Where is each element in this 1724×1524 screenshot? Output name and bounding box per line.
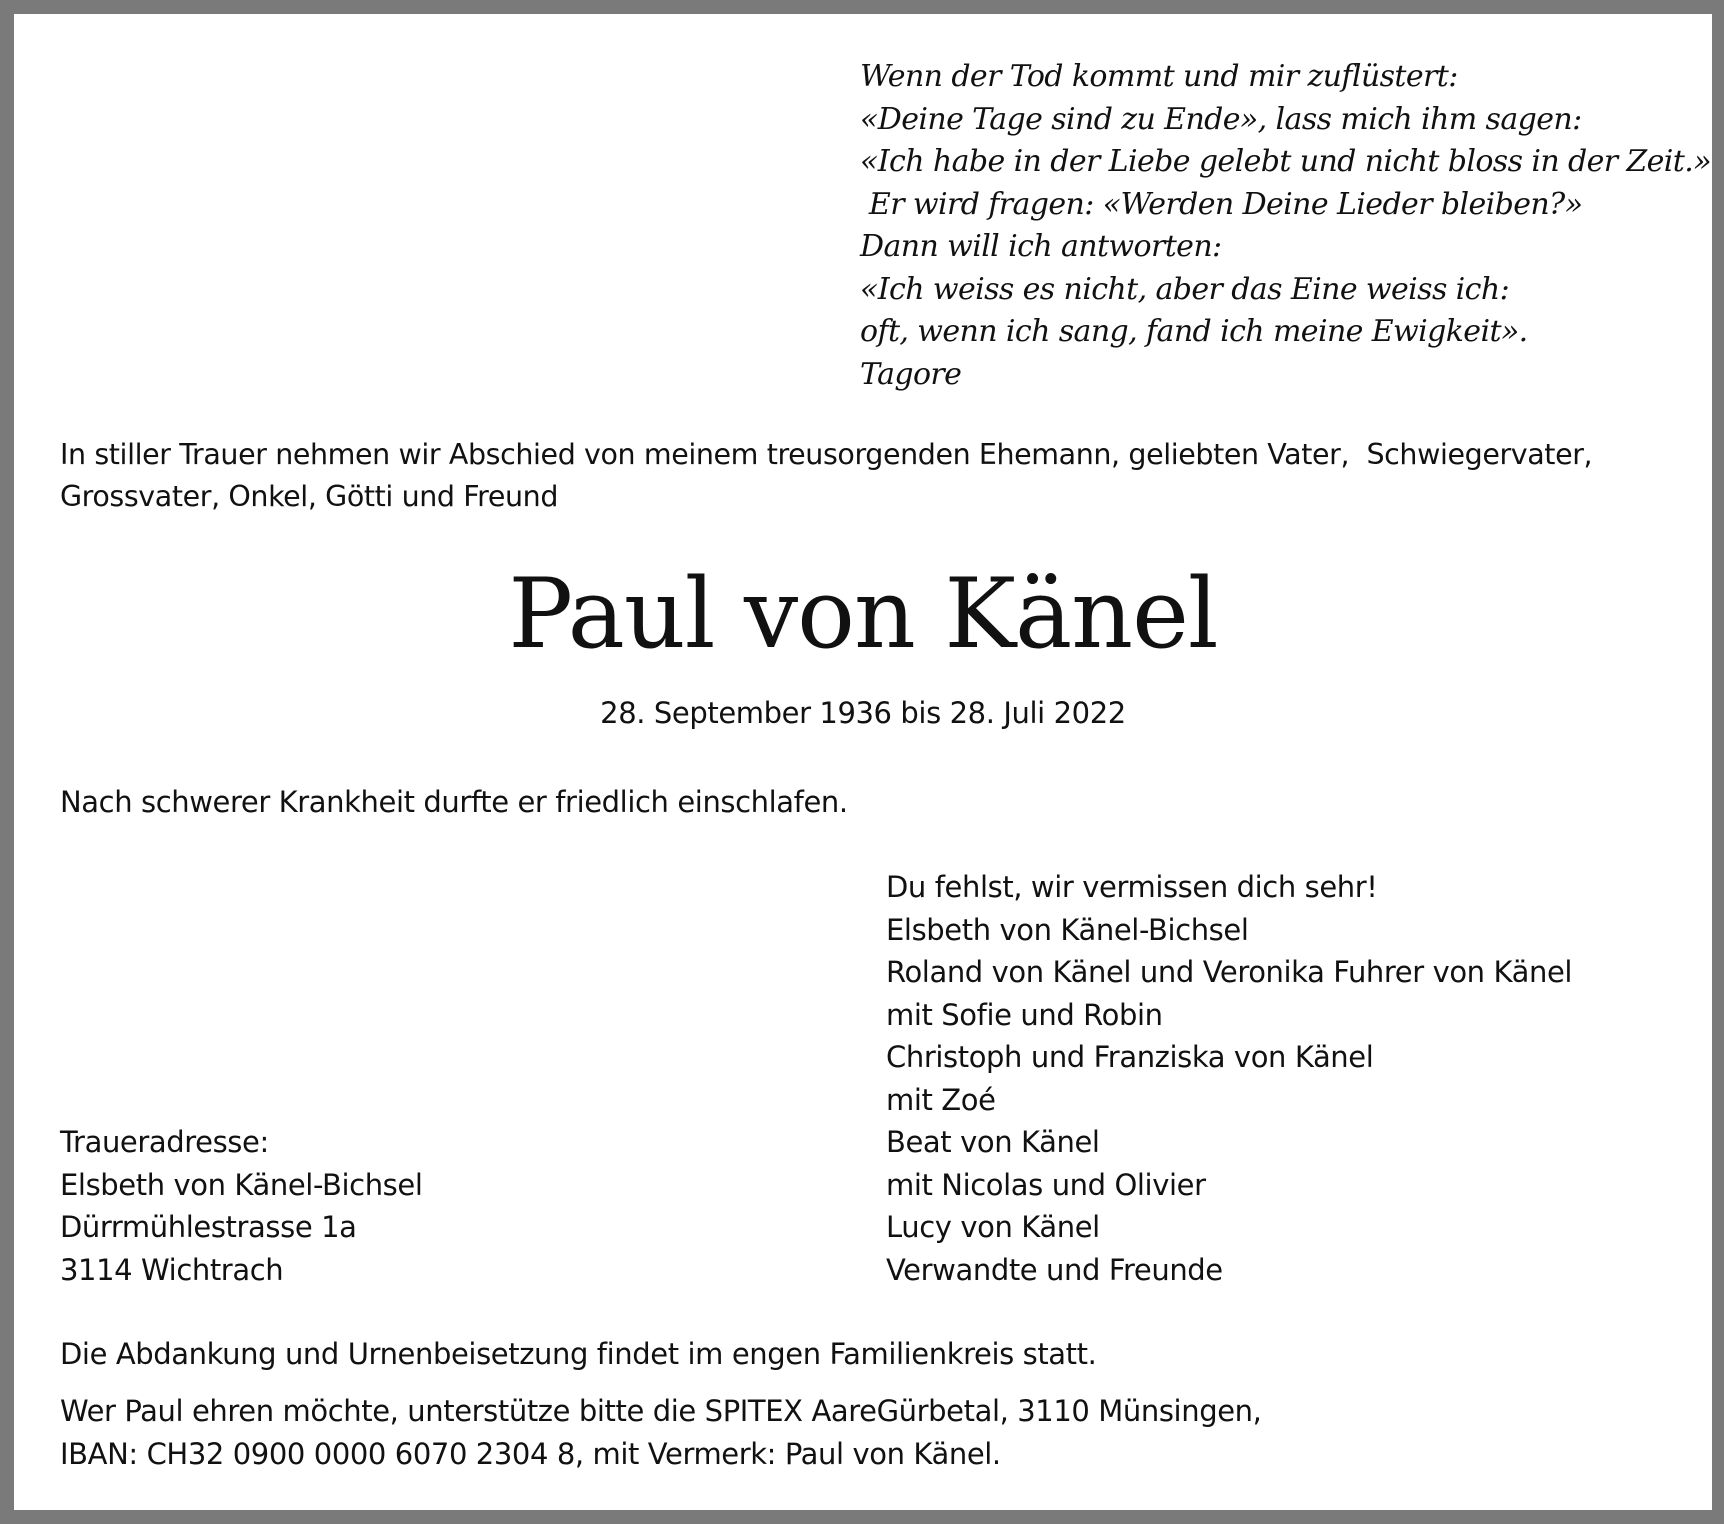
poem-line: Dann will ich antworten: [860, 229, 1222, 264]
mourners-line: Roland von Känel und Veronika Fuhrer von Känel [886, 955, 1573, 989]
donation-text [60, 1390, 1261, 1476]
mourners-line: mit Zoé [886, 1082, 996, 1117]
mourners-line: Elsbeth von Känel-Bichsel [886, 912, 1249, 947]
obituary-page [14, 14, 1712, 1510]
mourners-line: mit Nicolas und Olivier [886, 1167, 1206, 1202]
mourners-line: Verwandte und Freunde [886, 1252, 1223, 1287]
mourners-list [886, 866, 1572, 1291]
intro-line: Grossvater, Onkel, Götti und Freund [60, 480, 559, 513]
address-heading: Traueradresse: [60, 1125, 269, 1159]
mourners-line: Du fehlst, wir vermissen dich sehr! [886, 870, 1378, 904]
mourners-line: Beat von Känel [886, 1125, 1100, 1159]
mourning-address [60, 1121, 422, 1291]
donation-line: Wer Paul ehren möchte, unterstütze bitte die SPITEX AareGürbetal, 3110 Münsingen, [60, 1394, 1262, 1428]
life-dates: 28. September 1936 bis 28. Juli 2022 [600, 696, 1126, 730]
poem-line: «Ich weiss es nicht, aber das Eine weiss ich: [860, 271, 1510, 307]
closing-text: Nach schwerer Krankheit durfte er friedlich einschlafen. [60, 785, 848, 819]
poem-line: Er wird fragen: «Werden Deine Lieder bleiben?» [860, 186, 1583, 222]
address-name: Elsbeth von Känel-Bichsel [60, 1167, 423, 1202]
deceased-name: Paul von Känel [508, 558, 1218, 670]
address-street: Dürrmühlestrasse 1a [60, 1210, 357, 1244]
intro-text [60, 434, 1592, 518]
poem-quote [860, 56, 1711, 396]
intro-line: In stiller Trauer nehmen wir Abschied von meinem treusorgenden Ehemann, geliebten Vater, Schwiegervater, [60, 438, 1593, 471]
poem-line: «Ich habe in der Liebe gelebt und nicht bloss in der Zeit.» [860, 144, 1711, 179]
address-city: 3114 Wichtrach [60, 1252, 284, 1287]
ceremony-text: Die Abdankung und Urnenbeisetzung findet im engen Familienkreis statt. [60, 1337, 1097, 1371]
mourners-line: mit Sofie und Robin [886, 997, 1163, 1032]
poem-line: «Deine Tage sind zu Ende», lass mich ihm sagen: [860, 101, 1582, 137]
mourners-line: Lucy von Känel [886, 1210, 1100, 1244]
poem-line: oft, wenn ich sang, fand ich meine Ewigkeit». [860, 314, 1528, 349]
mourners-line: Christoph und Franziska von Känel [886, 1040, 1374, 1074]
donation-line: IBAN: CH32 0900 0000 6070 2304 8, mit Vermerk: Paul von Känel. [60, 1437, 1001, 1471]
poem-line: Wenn der Tod kommt und mir zuflüstert: [860, 59, 1458, 94]
poem-author: Tagore [860, 356, 962, 392]
